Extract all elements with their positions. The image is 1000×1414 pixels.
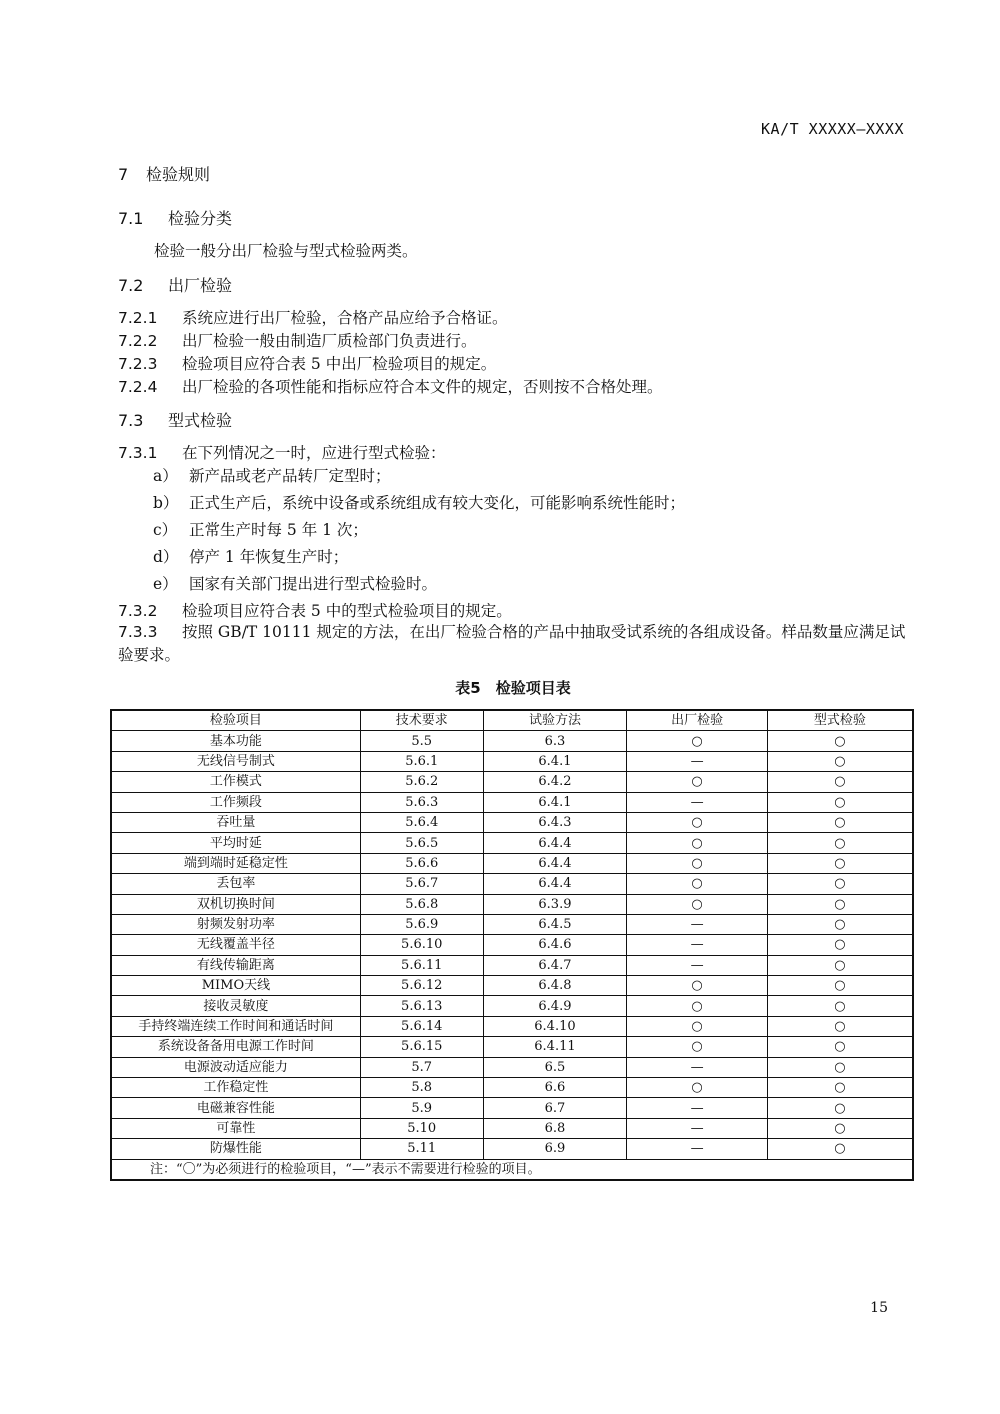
section-7-3-heading [118,408,232,431]
cell-type-inspection: ○ [767,1037,913,1057]
cell-test-method: 6.9 [483,1139,627,1159]
cell-type-inspection: ○ [767,833,913,853]
cell-type-inspection: ○ [767,772,913,792]
clause-number: 7.2.4 [118,378,158,396]
section-7-1-text: 检验一般分出厂检验与型式检验两类。 [154,242,418,260]
cell-technical-requirement: 5.6.4 [360,812,483,832]
clause-number: 7.3.1 [118,444,158,462]
table-row [111,1118,913,1138]
clause-7-2-4 [118,375,663,397]
cell-type-inspection: ○ [767,914,913,934]
condition-e [153,572,437,594]
table-row [111,1037,913,1057]
table-row [111,955,913,975]
cell-inspection-item: 基本功能 [111,731,360,751]
cell-type-inspection: ○ [767,996,913,1016]
cell-test-method: 6.4.7 [483,955,627,975]
section-7-1-heading [118,206,232,229]
list-text: 停产 1 年恢复生产时； [189,548,349,566]
table-row [111,1057,913,1077]
clause-number: 7.3.2 [118,602,158,620]
table-row [111,935,913,955]
cell-factory-inspection: ○ [627,731,768,751]
cell-test-method: 6.4.10 [483,1016,627,1036]
cell-technical-requirement: 5.6.15 [360,1037,483,1057]
cell-technical-requirement: 5.6.14 [360,1016,483,1036]
cell-type-inspection: ○ [767,731,913,751]
cell-type-inspection: ○ [767,1118,913,1138]
cell-factory-inspection: — [627,1139,768,1159]
cell-test-method: 6.8 [483,1118,627,1138]
cell-factory-inspection: ○ [627,772,768,792]
table-header-row [111,710,913,731]
cell-factory-inspection: — [627,751,768,771]
condition-c [153,518,368,540]
cell-technical-requirement: 5.9 [360,1098,483,1118]
cell-technical-requirement: 5.6.5 [360,833,483,853]
section-title: 型式检验 [168,411,233,430]
cell-type-inspection: ○ [767,1057,913,1077]
cell-type-inspection: ○ [767,976,913,996]
table-row [111,1078,913,1098]
cell-factory-inspection: ○ [627,833,768,853]
clause-number: 7.2.1 [118,309,158,327]
cell-type-inspection: ○ [767,1139,913,1159]
list-marker: d） [153,548,179,566]
cell-type-inspection: ○ [767,935,913,955]
header-test-method: 试验方法 [483,710,627,731]
list-marker: b） [153,494,179,512]
section-number: 7.2 [118,276,144,295]
clause-number: 7.2.2 [118,332,158,350]
document-code: KA/T XXXXX—XXXX [761,120,904,138]
clause-7-2-3 [118,352,496,374]
list-marker: c） [153,521,178,539]
header-type-inspection: 型式检验 [767,710,913,731]
clause-7-2-2 [118,329,477,351]
header-inspection-item: 检验项目 [111,710,360,731]
cell-technical-requirement: 5.6.7 [360,874,483,894]
table-row [111,894,913,914]
cell-factory-inspection: — [627,914,768,934]
section-number: 7.1 [118,209,144,228]
clause-text: 按照 GB/T 10111 规定的方法，在出厂检验合格的产品中抽取受试系统的各组成设备。样品数量应满足试验要求。 [118,623,906,664]
cell-factory-inspection: — [627,1098,768,1118]
header-technical-requirement: 技术要求 [360,710,483,731]
clause-number: 7.2.3 [118,355,158,373]
cell-factory-inspection: — [627,1118,768,1138]
cell-type-inspection: ○ [767,1078,913,1098]
table-row [111,792,913,812]
cell-factory-inspection: ○ [627,894,768,914]
cell-test-method: 6.4.6 [483,935,627,955]
table-row [111,874,913,894]
cell-inspection-item: 平均时延 [111,833,360,853]
cell-technical-requirement: 5.5 [360,731,483,751]
cell-technical-requirement: 5.10 [360,1118,483,1138]
table-row [111,976,913,996]
section-7-heading [118,162,210,185]
cell-test-method: 6.4.3 [483,812,627,832]
table-row [111,812,913,832]
cell-technical-requirement: 5.6.11 [360,955,483,975]
cell-inspection-item: MIMO天线 [111,976,360,996]
list-text: 新产品或老产品转厂定型时； [189,467,391,485]
cell-inspection-item: 丢包率 [111,874,360,894]
cell-test-method: 6.4.1 [483,751,627,771]
cell-factory-inspection: — [627,935,768,955]
cell-inspection-item: 电磁兼容性能 [111,1098,360,1118]
section-title: 出厂检验 [168,276,233,295]
section-number: 7.3 [118,411,144,430]
page-number: 15 [870,1300,888,1316]
cell-type-inspection: ○ [767,874,913,894]
clause-text: 检验项目应符合表 5 中的型式检验项目的规定。 [182,602,512,620]
section-title: 检验分类 [168,209,233,228]
cell-factory-inspection: ○ [627,1016,768,1036]
cell-technical-requirement: 5.7 [360,1057,483,1077]
cell-factory-inspection: ○ [627,853,768,873]
cell-inspection-item: 端到端时延稳定性 [111,853,360,873]
clause-text: 在下列情况之一时，应进行型式检验： [182,444,446,462]
cell-technical-requirement: 5.6.10 [360,935,483,955]
table-body [111,731,913,1159]
clause-7-2-1 [118,306,508,328]
table-row [111,772,913,792]
table-row [111,1098,913,1118]
cell-test-method: 6.4.4 [483,833,627,853]
cell-factory-inspection: ○ [627,1037,768,1057]
table-row [111,731,913,751]
cell-technical-requirement: 5.6.6 [360,853,483,873]
clause-number: 7.3.3 [118,623,158,641]
cell-test-method: 6.4.1 [483,792,627,812]
cell-test-method: 6.4.5 [483,914,627,934]
cell-test-method: 6.4.8 [483,976,627,996]
cell-factory-inspection: ○ [627,1078,768,1098]
section-number: 7 [118,165,129,184]
list-text: 国家有关部门提出进行型式检验时。 [189,575,438,593]
cell-type-inspection: ○ [767,1098,913,1118]
cell-technical-requirement: 5.11 [360,1139,483,1159]
cell-test-method: 6.6 [483,1078,627,1098]
cell-inspection-item: 工作稳定性 [111,1078,360,1098]
cell-test-method: 6.4.11 [483,1037,627,1057]
list-marker: e） [153,575,178,593]
cell-factory-inspection: — [627,792,768,812]
section-title: 检验规则 [146,165,211,184]
cell-test-method: 6.5 [483,1057,627,1077]
cell-factory-inspection: ○ [627,976,768,996]
table-note: 注：“〇”为必须进行的检验项目，“—”表示不需要进行检验的项目。 [111,1159,913,1180]
table-row [111,914,913,934]
header-factory-inspection: 出厂检验 [627,710,768,731]
cell-technical-requirement: 5.6.12 [360,976,483,996]
list-marker: a） [153,467,178,485]
cell-type-inspection: ○ [767,955,913,975]
clause-text: 出厂检验的各项性能和指标应符合本文件的规定，否则按不合格处理。 [182,378,663,396]
cell-type-inspection: ○ [767,792,913,812]
clause-text: 检验项目应符合表 5 中出厂检验项目的规定。 [182,355,497,373]
cell-inspection-item: 有线传输距离 [111,955,360,975]
table-row [111,1139,913,1159]
cell-type-inspection: ○ [767,812,913,832]
cell-inspection-item: 系统设备备用电源工作时间 [111,1037,360,1057]
cell-inspection-item: 接收灵敏度 [111,996,360,1016]
cell-factory-inspection: — [627,1057,768,1077]
clause-text: 出厂检验一般由制造厂质检部门负责进行。 [182,332,477,350]
cell-type-inspection: ○ [767,1016,913,1036]
list-text: 正式生产后，系统中设备或系统组成有较大变化，可能影响系统性能时； [189,494,686,512]
cell-technical-requirement: 5.6.1 [360,751,483,771]
cell-factory-inspection: ○ [627,874,768,894]
cell-test-method: 6.4.4 [483,874,627,894]
table-row [111,996,913,1016]
cell-technical-requirement: 5.6.3 [360,792,483,812]
list-text: 正常生产时每 5 年 1 次； [189,521,368,539]
cell-inspection-item: 防爆性能 [111,1139,360,1159]
cell-inspection-item: 无线覆盖半径 [111,935,360,955]
table-row [111,833,913,853]
cell-test-method: 6.4.9 [483,996,627,1016]
cell-factory-inspection: — [627,955,768,975]
cell-test-method: 6.4.4 [483,853,627,873]
cell-inspection-item: 无线信号制式 [111,751,360,771]
cell-inspection-item: 射频发射功率 [111,914,360,934]
table-row [111,853,913,873]
cell-type-inspection: ○ [767,751,913,771]
cell-technical-requirement: 5.6.8 [360,894,483,914]
condition-b [153,491,685,513]
cell-inspection-item: 电源波动适应能力 [111,1057,360,1077]
table-note-row [111,1159,913,1180]
cell-test-method: 6.4.2 [483,772,627,792]
cell-factory-inspection: ○ [627,996,768,1016]
cell-inspection-item: 双机切换时间 [111,894,360,914]
cell-test-method: 6.7 [483,1098,627,1118]
clause-7-3-3 [118,621,908,667]
condition-d [153,545,348,567]
cell-technical-requirement: 5.6.2 [360,772,483,792]
cell-inspection-item: 手持终端连续工作时间和通话时间 [111,1016,360,1036]
cell-inspection-item: 吞吐量 [111,812,360,832]
cell-technical-requirement: 5.6.13 [360,996,483,1016]
clause-text: 系统应进行出厂检验，合格产品应给予合格证。 [182,309,508,327]
cell-type-inspection: ○ [767,853,913,873]
cell-test-method: 6.3.9 [483,894,627,914]
cell-inspection-item: 工作频段 [111,792,360,812]
clause-7-3-1 [118,441,446,463]
cell-test-method: 6.3 [483,731,627,751]
clause-7-3-2 [118,599,512,621]
inspection-items-table [110,709,914,1181]
section-7-2-heading [118,273,232,296]
condition-a [153,464,391,486]
cell-inspection-item: 可靠性 [111,1118,360,1138]
table-row [111,1016,913,1036]
cell-factory-inspection: ○ [627,812,768,832]
table-row [111,751,913,771]
cell-inspection-item: 工作模式 [111,772,360,792]
cell-type-inspection: ○ [767,894,913,914]
cell-technical-requirement: 5.8 [360,1078,483,1098]
cell-technical-requirement: 5.6.9 [360,914,483,934]
table-title: 表5 检验项目表 [455,679,571,697]
